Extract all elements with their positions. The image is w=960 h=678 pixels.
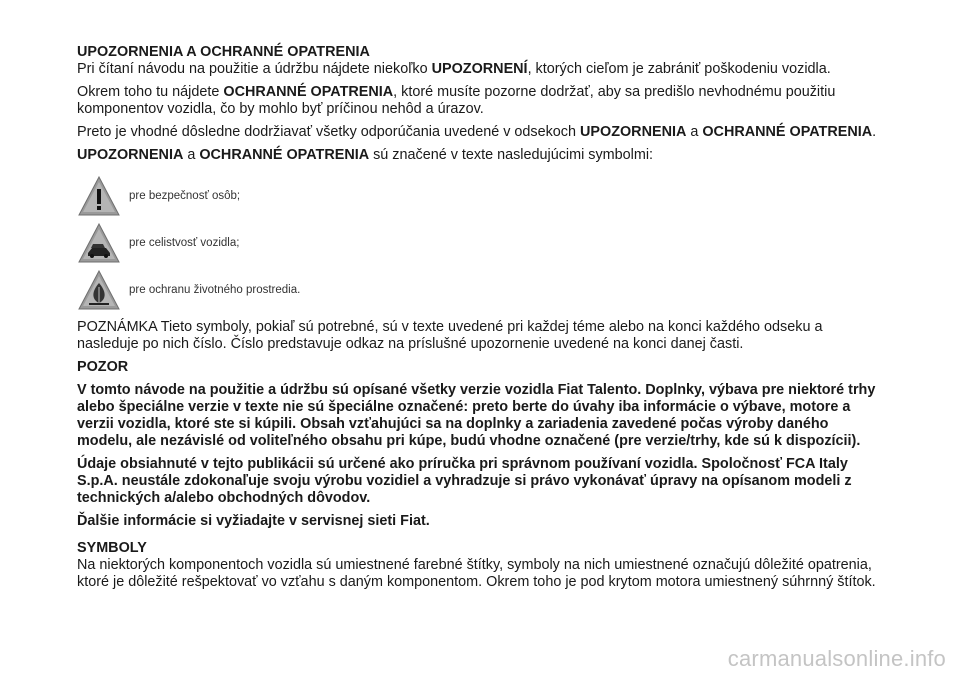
bold-term: UPOZORNENIA	[580, 124, 687, 140]
document-page	[77, 44, 877, 591]
exclamation-triangle-icon	[77, 175, 121, 217]
paragraph-warnings-intro	[77, 61, 877, 78]
car-triangle-icon	[77, 222, 121, 264]
paragraph-recommendation	[77, 124, 877, 141]
section-title-symboly: SYMBOLY	[77, 540, 147, 556]
environment-triangle-icon	[77, 269, 121, 311]
symbol-row-vehicle-integrity	[77, 219, 877, 266]
paragraph-precautions-intro	[77, 84, 877, 118]
text-run: a	[183, 147, 200, 163]
symbol-row-people-safety	[77, 172, 877, 219]
paragraph-note: POZNÁMKA Tieto symboly, pokiaľ sú potrebné, sú v texte uvedené pri každej téme alebo na konci každého odseku a nasleduje po nich číslo. Číslo predstavuje odkaz na príslušné upozornenie uvedené na konci danej časti.	[77, 319, 823, 352]
text-run: sú značené v texte nasledujúcimi symbolmi:	[369, 147, 654, 163]
text-run: , ktoré musíte pozorne dodržať, aby sa predišlo nevhodnému použitiu komponentov vozidla, čo by mohlo byť príčinou nehôd a úrazov.	[77, 84, 836, 117]
text-run: , ktorých cieľom je zabrániť poškodeniu vozidla.	[527, 61, 831, 77]
text-run: Preto je vhodné dôsledne dodržiavať všetky odporúčania uvedené v odsekoch	[77, 124, 581, 140]
bold-term: UPOZORNENIA	[77, 147, 184, 163]
paragraph-pozor-publication: Údaje obsiahnuté v tejto publikácii sú určené ako príručka pri správnom používaní vozidla. Spoločnosť FCA Italy S.p.A. neustále zdokonaľuje svoju výrobu vozidiel a vyhradzuje si právo vykonávať úpravy na opísanom modeli z technických a/alebo obchodných dôvodov.	[77, 456, 852, 506]
symbol-label: pre celistvosť vozidla;	[129, 236, 240, 249]
text-run: .	[872, 124, 877, 140]
watermark: carmanualsonline.info	[727, 646, 946, 671]
symbol-label: pre ochranu životného prostredia.	[129, 283, 301, 296]
symbol-row-environment	[77, 266, 877, 313]
text-run: Pri čítaní návodu na použitie a údržbu nájdete niekoľko	[77, 61, 432, 77]
symbol-label: pre bezpečnosť osôb;	[129, 189, 241, 202]
paragraph-pozor-versions: V tomto návode na použitie a údržbu sú opísané všetky verzie vozidla Fiat Talento. Doplnky, výbava pre niektoré trhy alebo špeciálne verzie v texte nie sú špeciálne označené: preto berte do úvahy iba informácie o výbave, motore a verzii vozidla, ktoré ste si kúpili. Obsah vzťahujúci sa na doplnky a zariadenia zavedené počas výroby daného modelu, ale nezávislé od voliteľného obsahu pri kúpe, budú vhodne označené (pre verzie/trhy, kde sú k dispozícii).	[77, 382, 876, 449]
text-run: a	[686, 124, 703, 140]
bold-term: OCHRANNÉ OPATRENIA	[702, 124, 873, 140]
bold-term: UPOZORNENÍ	[431, 61, 528, 77]
section-title: UPOZORNENIA A OCHRANNÉ OPATRENIA	[77, 44, 370, 60]
section-title-pozor: POZOR	[77, 359, 129, 375]
text-run: Okrem toho tu nájdete	[77, 84, 224, 100]
paragraph-symbols-intro	[77, 147, 877, 164]
bold-term: OCHRANNÉ OPATRENIA	[199, 147, 370, 163]
paragraph-symboly: Na niektorých komponentoch vozidla sú umiestnené farebné štítky, symboly na nich umiestnené označujú dôležité opatrenia, ktoré je dôležité rešpektovať vo vzťahu s daným komponentom. Okrem toho je pod krytom motora umiestnený súhrnný štítok.	[77, 557, 876, 590]
bold-term: OCHRANNÉ OPATRENIA	[223, 84, 394, 100]
symbol-list	[77, 172, 877, 313]
paragraph-pozor-service: Ďalšie informácie si vyžiadajte v servisnej sieti Fiat.	[77, 513, 430, 529]
